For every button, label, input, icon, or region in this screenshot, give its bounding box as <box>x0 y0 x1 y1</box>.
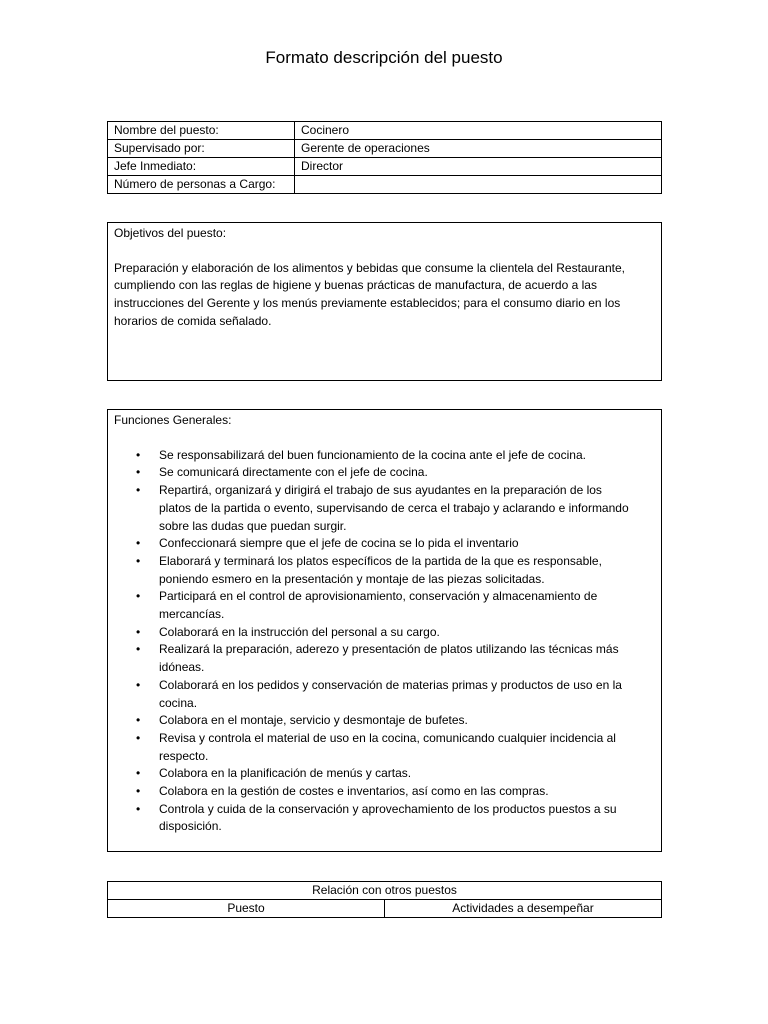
job-name-label: Nombre del puesto: <box>108 122 295 140</box>
bullet-icon: • <box>136 801 141 816</box>
table-row <box>108 140 662 158</box>
table-row <box>108 900 662 918</box>
table-row <box>108 122 662 140</box>
immediate-boss-label: Jefe Inmediato: <box>108 158 295 176</box>
list-item <box>136 765 655 783</box>
bullet-icon: • <box>136 730 141 745</box>
column-header-actividades: Actividades a desempeñar <box>385 900 662 918</box>
functions-heading: Funciones Generales: <box>114 413 232 427</box>
bullet-icon: • <box>136 553 141 568</box>
functions-section <box>107 409 662 852</box>
objectives-heading: Objetivos del puesto: <box>114 226 227 240</box>
function-text: Colabora en la planificación de menús y cartas. <box>159 766 412 781</box>
bullet-icon: • <box>136 624 141 639</box>
bullet-icon: • <box>136 642 141 657</box>
column-header-puesto: Puesto <box>108 900 385 918</box>
function-text: Colabora en la gestión de costes e inventarios, así como en las compras. <box>159 784 549 799</box>
function-text: Revisa y controla el material de uso en la cocina, comunicando cualquier incidencia al respecto. <box>159 730 616 763</box>
function-text: Colaborará en los pedidos y conservación de materias primas y productos de uso en la cocina. <box>159 677 622 710</box>
objectives-section <box>107 222 662 381</box>
list-item <box>136 553 655 588</box>
function-text: Repartirá, organizará y dirigirá el trabajo de sus ayudantes en la preparación de los platos de la partida o evento, supervisando de cerca el trabajo y aclarando e informando sobre las dudas que puedan surgir. <box>159 483 629 533</box>
table-row <box>108 176 662 194</box>
function-text: Participará en el control de aprovisionamiento, conservación y almacenamiento de mercancías. <box>159 589 598 622</box>
bullet-icon: • <box>136 784 141 799</box>
table-row <box>108 158 662 176</box>
supervised-by-label: Supervisado por: <box>108 140 295 158</box>
objectives-text: Preparación y elaboración de los alimentos y bebidas que consume la clientela del Restaurante, cumpliendo con las reglas de higiene y buenas prácticas de manufactura, de acuerdo a las instrucciones del Gerente y los menús previamente establecidos; para el consumo diario en los horarios de comida señalado. <box>114 260 625 328</box>
relations-title: Relación con otros puestos <box>108 882 662 900</box>
list-item <box>136 730 655 765</box>
function-text: Se responsabilizará del buen funcionamiento de la cocina ante el jefe de cocina. <box>159 447 586 462</box>
bullet-icon: • <box>136 766 141 781</box>
function-text: Se comunicará directamente con el jefe de cocina. <box>159 465 428 480</box>
function-text: Colabora en el montaje, servicio y desmontaje de bufetes. <box>159 713 468 728</box>
list-item <box>136 712 655 730</box>
staff-count-value <box>295 176 662 194</box>
job-info-table <box>107 121 662 194</box>
list-item <box>136 624 655 642</box>
bullet-icon: • <box>136 589 141 604</box>
page-title: Formato descripción del puesto <box>265 48 503 67</box>
list-item <box>136 447 655 465</box>
job-name-value: Cocinero <box>295 122 662 140</box>
function-text: Colaborará en la instrucción del personal a su cargo. <box>159 624 440 639</box>
bullet-icon: • <box>136 483 141 498</box>
list-item <box>136 641 655 676</box>
list-item <box>136 783 655 801</box>
table-row <box>108 882 662 900</box>
bullet-icon: • <box>136 677 141 692</box>
function-text: Controla y cuida de la conservación y aprovechamiento de los productos puestos a su disposición. <box>159 801 617 834</box>
list-item <box>136 588 655 623</box>
function-text: Confeccionará siempre que el jefe de cocina se lo pida el inventario <box>159 536 519 551</box>
bullet-icon: • <box>136 447 141 462</box>
function-text: Elaborará y terminará los platos específicos de la partida de la que es responsable, poniendo esmero en la presentación y montaje de las piezas solicitadas. <box>159 553 602 586</box>
bullet-icon: • <box>136 465 141 480</box>
list-item <box>136 677 655 712</box>
list-item <box>136 535 655 553</box>
list-item <box>136 464 655 482</box>
function-text: Realizará la preparación, aderezo y presentación de platos utilizando las técnicas más idóneas. <box>159 642 619 675</box>
functions-list <box>114 447 655 836</box>
staff-count-label: Número de personas a Cargo: <box>108 176 295 194</box>
list-item <box>136 801 655 836</box>
immediate-boss-value: Director <box>295 158 662 176</box>
bullet-icon: • <box>136 536 141 551</box>
bullet-icon: • <box>136 713 141 728</box>
list-item <box>136 482 655 535</box>
supervised-by-value: Gerente de operaciones <box>295 140 662 158</box>
relations-table <box>107 881 662 918</box>
